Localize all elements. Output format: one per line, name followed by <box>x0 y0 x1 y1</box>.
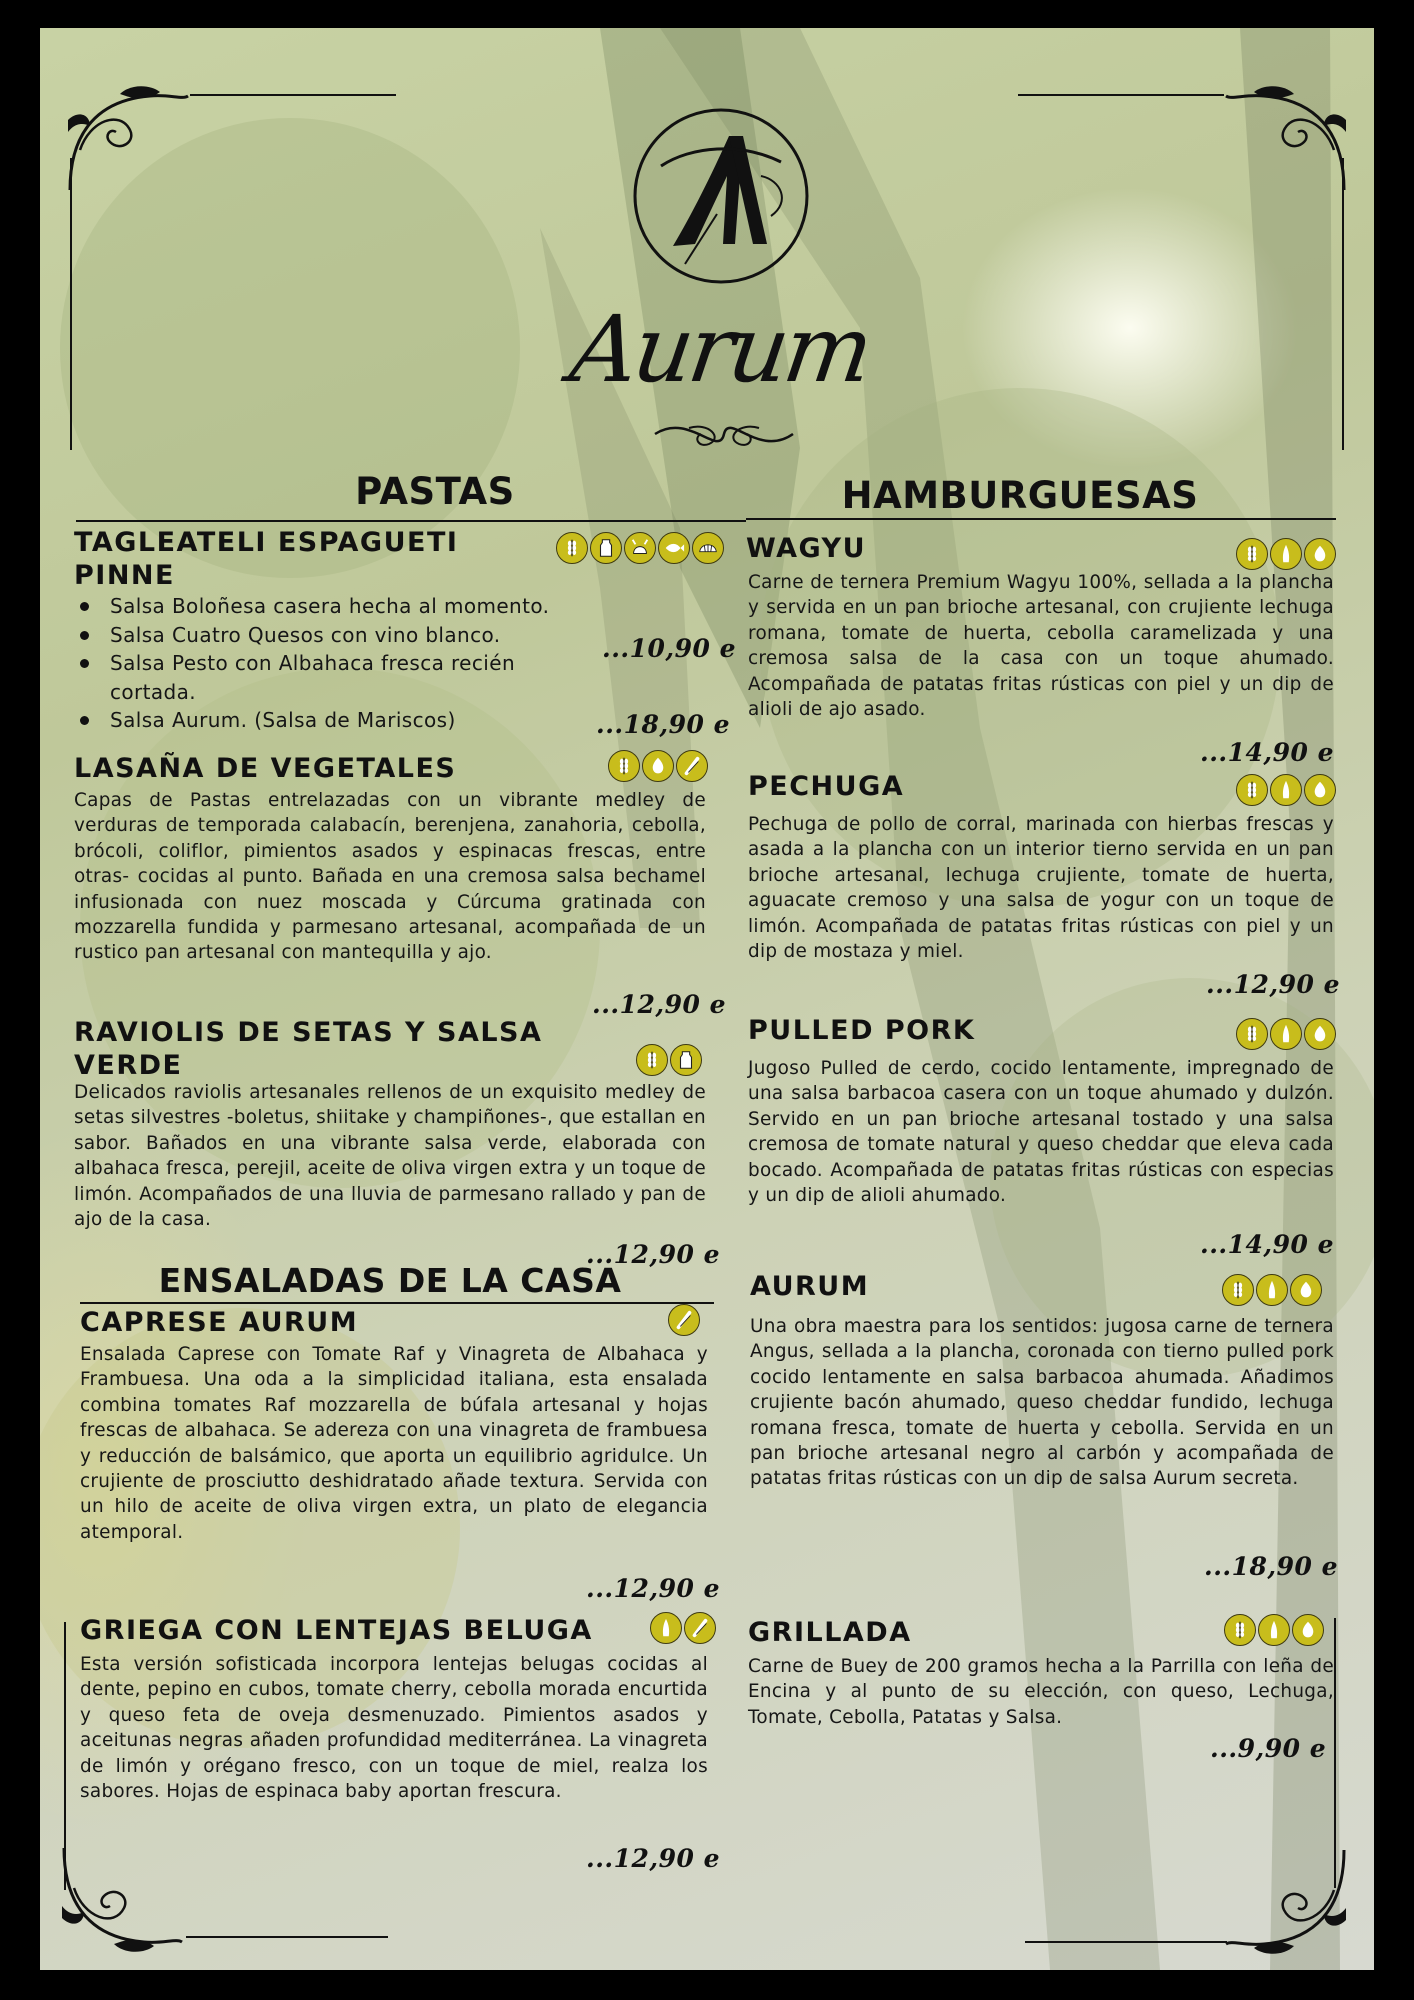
mustard-icon <box>1258 1614 1290 1646</box>
section-title-hamburguesas: HAMBURGUESAS <box>841 474 1199 517</box>
crustacean-icon <box>624 532 656 564</box>
pulled-pork-description: Jugoso Pulled de cerdo, cocido lentamente, impregnado de una salsa barbacoa casera con un toque ahumado y dulzón. Servido en un pan brioche artesanal tostado y una salsa cremosa de tomate natural y queso cheddar que eleva cada bocado. Acompañada de patatas fritas rústicas con especias y un dip de alioli ahumado. <box>748 1058 1334 1207</box>
gluten-icon <box>1236 774 1268 806</box>
pechuga-description: Pechuga de pollo de corral, marinada con hierbas frescas y asada a la plancha con un interior tierno servida en un pan brioche artesanal, lechuga crujiente, tomate de huerta, aguacate cremoso y una salsa de yogur con un toque de limón. Acompañada de patatas fritas rústicas con piel y un dip de mostaza y miel. <box>748 814 1334 963</box>
gluten-icon <box>608 750 640 782</box>
egg-icon <box>1292 1614 1324 1646</box>
grillada-title: GRILLADA <box>748 1617 912 1648</box>
lasagna-price: ...12,90 e <box>592 990 727 1019</box>
aurum-description: Una obra maestra para los sentidos: jugosa carne de ternera Angus, sellada a la plancha, coronada con tierno pulled pork cocido lentamente en salsa barbacoa ahumada. Añadimos crujiente bacón ahumado, queso cheddar fundido, lechuga romana fresca, tomate de huerta y cebolla. Servida en un pan brioche artesanal negro al carbón y acompañada de patatas fritas rústicas con un dip de salsa Aurum secreta. <box>750 1316 1334 1490</box>
tagliatelle-price-2: ...18,90 e <box>596 710 731 739</box>
lasagna-description: Capas de Pastas entrelazadas con un vibrante medley de verduras de temporada calabacín, berenjena, zanahoria, cebolla, brócoli, coliflor, pimientos asados y espinacas frescas, entre otras- cocidas al punto. Bañada en una cremosa salsa bechamel infusionada con nuez moscada y Cúrcuma gratinada con mozzarella fundida y parmesano artesanal, acompañada de un rustico pan artesanal con mantequilla y ajo. <box>74 790 706 964</box>
aurum-price: ...18,90 e <box>1204 1552 1339 1581</box>
lasagna-allergen-icons <box>608 750 708 784</box>
grillada-allergen-icons <box>1224 1614 1324 1648</box>
brand-name: Aurum <box>564 296 876 403</box>
gluten-icon <box>1236 538 1268 570</box>
section-title-ensaladas: ENSALADAS DE LA CASA <box>158 1261 622 1300</box>
tagliatelle-title-line1: TAGLEATELI ESPAGUETI <box>74 527 459 558</box>
tagliatelle-title-line2: PINNE <box>74 560 175 591</box>
frame-right-line-top <box>1342 158 1344 450</box>
celery-icon <box>676 750 708 782</box>
egg-icon <box>1304 1018 1336 1050</box>
ornament-top-left <box>60 80 190 200</box>
frame-top-left-line <box>190 94 396 96</box>
menu-page <box>40 28 1374 1970</box>
pechuga-allergen-icons <box>1236 774 1336 808</box>
monogram-logo <box>631 106 811 286</box>
gluten-icon <box>1236 1018 1268 1050</box>
celery-icon <box>684 1612 716 1644</box>
wagyu-title: WAGYU <box>746 533 867 564</box>
pulled-pork-allergen-icons <box>1236 1018 1336 1052</box>
mustard-icon <box>1270 538 1302 570</box>
caprese-allergen-icons <box>668 1304 700 1338</box>
aurum-title: AURUM <box>750 1271 870 1302</box>
tagliatelle-price-1: ...10,90 e <box>602 634 737 663</box>
mustard-icon <box>1270 1018 1302 1050</box>
ravioli-title <box>74 1016 634 1082</box>
grillada-price: ...9,90 e <box>1210 1734 1327 1763</box>
list-item: Salsa Boloñesa casera hecha al momento. <box>74 592 714 621</box>
ornament-bottom-left <box>54 1838 184 1958</box>
griega-allergen-icons <box>650 1612 716 1646</box>
griega-title: GRIEGA CON LENTEJAS BELUGA <box>80 1615 593 1646</box>
ravioli-description: Delicados raviolis artesanales rellenos de un exquisito medley de setas silvestres -boletus, shiitake y champiñones-, que estallan en sabor. Bañados en una vibrante salsa verde, elaborada con albahaca fresca, perejil, aceite de oliva virgen extra y un toque de limón. Acompañados de una lluvia de parmesano rallado y pan de ajo de la casa. <box>74 1082 706 1231</box>
gluten-icon <box>556 532 588 564</box>
ravioli-title-line2: VERDE <box>74 1050 183 1081</box>
tagliatelle-allergen-icons <box>556 532 724 566</box>
tagliatelle-title <box>74 526 534 592</box>
ensaladas-rule <box>80 1302 714 1304</box>
wagyu-price: ...14,90 e <box>1200 738 1335 767</box>
shellfish-icon <box>692 532 724 564</box>
frame-bottom-right-line <box>1025 1941 1227 1943</box>
hamburguesas-rule <box>746 518 1336 520</box>
wagyu-description: Carne de ternera Premium Wagyu 100%, sellada a la plancha y servida en un pan brioche artesanal, con crujiente lechuga romana, tomate de huerta, cebolla caramelizada y una cremosa salsa de la casa con un toque ahumado. Acompañada de patatas fritas rústicas con piel y un dip de alioli de ajo asado. <box>748 572 1334 721</box>
mustard-icon <box>1270 774 1302 806</box>
ravioli-allergen-icons <box>636 1044 702 1078</box>
grillada-description: Carne de Buey de 200 gramos hecha a la Parrilla con leña de Encina y al punto de su elección, con queso, Lechuga, Tomate, Cebolla, Patatas y Salsa. <box>748 1656 1334 1728</box>
gluten-icon <box>1224 1614 1256 1646</box>
pastas-rule <box>76 520 746 522</box>
gluten-icon <box>636 1044 668 1076</box>
fish-icon <box>658 532 690 564</box>
egg-icon <box>1304 774 1336 806</box>
griega-price: ...12,90 e <box>586 1844 721 1873</box>
mustard-icon <box>650 1612 682 1644</box>
list-item: Salsa Cuatro Quesos con vino blanco. <box>74 621 714 650</box>
caprese-title: CAPRESE AURUM <box>80 1307 359 1338</box>
pechuga-price: ...12,90 e <box>1206 970 1341 999</box>
egg-icon <box>642 750 674 782</box>
gluten-icon <box>1222 1274 1254 1306</box>
griega-description: Esta versión sofisticada incorpora lentejas belugas cocidas al dente, pepino en cubos, tomate cherry, cebolla morada encurtida y queso feta de oveja desmenuzado. Pimientos asados y aceitunas negras añaden profundidad mediterránea. La vinagreta de limón y orégano fresco, con un toque de miel, realza los sabores. Hojas de espinaca baby aportan frescura. <box>80 1654 708 1803</box>
frame-left-line-top <box>70 158 72 450</box>
ornament-bottom-right <box>1224 1840 1354 1960</box>
section-title-pastas: PASTAS <box>355 470 515 513</box>
celery-icon <box>668 1304 700 1336</box>
list-item-continuation: cortada. <box>110 679 197 704</box>
egg-icon <box>1290 1274 1322 1306</box>
ravioli-price: ...12,90 e <box>586 1240 721 1269</box>
pulled-pork-price: ...14,90 e <box>1200 1230 1335 1259</box>
caprese-price: ...12,90 e <box>586 1574 721 1603</box>
egg-icon <box>1304 538 1336 570</box>
pechuga-title: PECHUGA <box>748 771 905 802</box>
list-item: Salsa Pesto con Albahaca fresca recién <box>74 649 714 678</box>
milk-icon <box>670 1044 702 1076</box>
frame-bottom-left-line <box>186 1936 388 1938</box>
list-item: Salsa Aurum. (Salsa de Mariscos) <box>74 706 714 735</box>
lasagna-title: LASAÑA DE VEGETALES <box>74 753 457 784</box>
title-flourish <box>649 408 799 458</box>
pulled-pork-title: PULLED PORK <box>748 1015 976 1046</box>
caprese-description: Ensalada Caprese con Tomate Raf y Vinagreta de Albahaca y Frambuesa. Una oda a la simplicidad italiana, esta ensalada combina tomates Raf mozzarella de búfala artesanal y hojas frescas de albahaca. Se adereza con una vinagreta de frambuesa y reducción de balsámico, que aporta un equilibrio agridulce. Un crujiente de prosciutto deshidratado añade textura. Servida con un hilo de aceite de oliva virgen extra, un plato de elegancia atemporal. <box>80 1344 708 1543</box>
ravioli-title-line1: RAVIOLIS DE SETAS Y SALSA <box>74 1017 543 1048</box>
ornament-top-right <box>1224 80 1354 200</box>
frame-top-right-line <box>1018 94 1224 96</box>
wagyu-allergen-icons <box>1236 538 1336 572</box>
aurum-allergen-icons <box>1222 1274 1322 1308</box>
milk-icon <box>590 532 622 564</box>
mustard-icon <box>1256 1274 1288 1306</box>
